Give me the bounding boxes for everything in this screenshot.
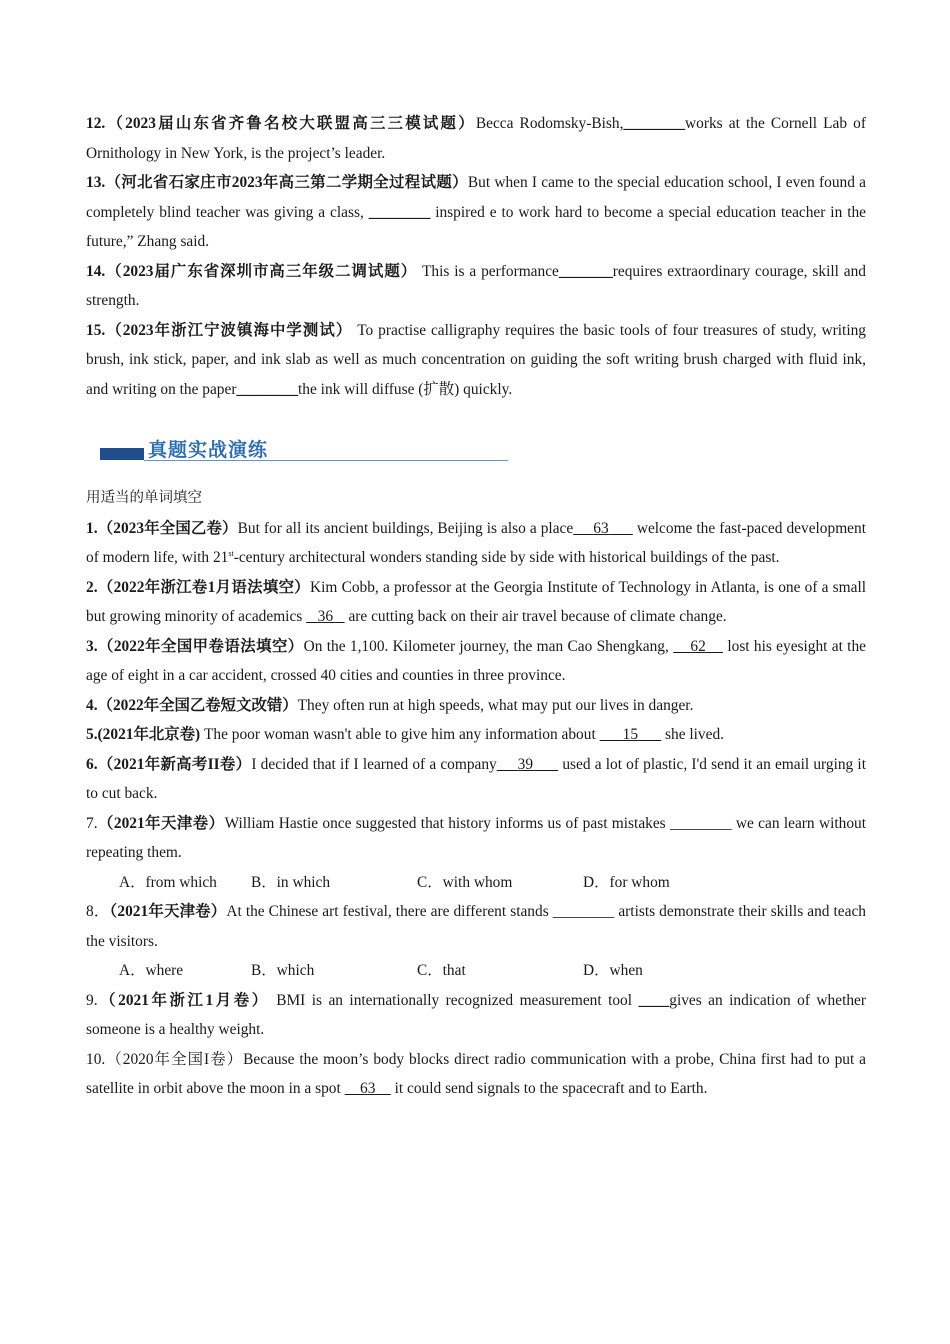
question-source: （2022年全国甲卷语法填空）: [97, 637, 304, 655]
section-title: 真题实战演练: [148, 439, 269, 461]
answer-blank: _______: [558, 262, 613, 280]
options-7: [86, 868, 866, 898]
question-text: To practise calligraphy requires the basic tools of four treasures of study, writing brush, ink stick, paper, and ink slab as well as much concentration on guiding the soft writing brush charged with fluid ink, and writing on the paper: [86, 321, 866, 398]
question-text: lost his eyesight at the age of eight in a car accident, crossed 40 cities and counties in three province.: [86, 637, 866, 684]
answer-blank: ________: [623, 115, 686, 132]
option-b[interactable]: B．in which: [251, 873, 331, 891]
question-source: （2023届山东省齐鲁名校大联盟高三三模试题）: [105, 115, 476, 132]
question-number: 7.: [86, 814, 98, 832]
practice-7: [86, 809, 866, 868]
section-subtitle: 用适当的单词填空: [86, 490, 202, 506]
question-source: （2022年全国乙卷短文改错）: [97, 696, 298, 714]
question-text: The poor woman wasn't able to give him any information about: [200, 726, 600, 743]
practice-6: [86, 750, 866, 809]
question-number: 1.: [86, 519, 98, 537]
answer-blank: [600, 726, 662, 743]
question-source: （2020年全国I卷）: [105, 1050, 244, 1068]
answer-blank: ________: [236, 380, 299, 398]
question-source: （2021年新高考II卷）: [97, 755, 252, 773]
question-source: （2021年天津卷）: [97, 814, 225, 832]
option-c[interactable]: C．that: [417, 962, 466, 979]
blank-number: 15: [622, 726, 639, 743]
option-d[interactable]: D．when: [583, 962, 643, 979]
options-8: [86, 956, 866, 986]
question-number: 9.: [86, 991, 98, 1009]
question-14: [86, 257, 866, 316]
blank-number: 39: [517, 755, 534, 773]
practice-1: [86, 514, 866, 573]
question-number: 6.: [86, 755, 98, 773]
question-source: （2023年全国乙卷）: [97, 519, 238, 537]
blank-number: 63: [593, 519, 609, 537]
answer-blank: ________: [368, 203, 431, 221]
answer-blank: [345, 1080, 391, 1097]
question-number: 15.: [86, 321, 106, 339]
question-text: But for all its ancient buildings, Beijing is also a place: [237, 519, 574, 537]
option-a[interactable]: A．from which: [119, 873, 217, 891]
question-number: 14.: [86, 262, 106, 280]
option-d[interactable]: D．for whom: [583, 873, 670, 891]
question-number: 2.: [86, 578, 98, 596]
question-text: it could send signals to the spacecraft and to Earth.: [390, 1080, 708, 1097]
question-source: （2021年浙江1月卷）: [97, 991, 270, 1009]
question-text: Kim Cobb, a professor at the Georgia Institute of Technology in Atlanta, is one of a small but growing minority of academics: [86, 578, 866, 625]
question-text: inspired e to work hard to become a special education teacher in the future,” Zhang said.: [86, 203, 866, 250]
question-text: On the 1,100. Kilometer journey, the man Cao Shengkang,: [303, 637, 674, 655]
question-source: （2022年浙江卷1月语法填空）: [97, 578, 311, 596]
question-12: [86, 109, 866, 168]
question-source: （2023年浙江宁波镇海中学测试）: [105, 321, 353, 339]
content: [86, 109, 866, 1104]
answer-blank: ____: [638, 991, 670, 1009]
practice-5: [86, 720, 866, 750]
question-text: At the Chinese art festival, there are different stands ________ artists demonstrate their skills and teach the visitors.: [86, 903, 866, 950]
question-number: 4.: [86, 696, 98, 714]
answer-blank: [673, 638, 723, 655]
question-number: 5.: [86, 726, 98, 743]
question-text: requires extraordinary courage, skill and strength.: [86, 262, 866, 309]
question-text: This is a performance: [417, 262, 559, 280]
question-text: BMI is an internationally recognized measurement tool: [269, 991, 639, 1009]
question-source: （河北省石家庄市2023年高三第二学期全过程试题）: [105, 174, 468, 191]
question-text: she lived.: [661, 726, 724, 743]
section-header: [100, 432, 866, 480]
question-13: [86, 168, 866, 257]
question-text: welcome the fast-paced development of modern life, with 21: [86, 519, 866, 566]
section-bar-icon: [100, 448, 144, 460]
practice-4: [86, 691, 866, 721]
question-text: Becca Rodomsky-Bish,: [475, 115, 624, 132]
question-number: 10.: [86, 1050, 106, 1068]
answer-blank: [573, 520, 633, 537]
option-c[interactable]: C．with whom: [417, 873, 513, 891]
question-number: 13.: [86, 174, 106, 191]
practice-3: [86, 632, 866, 691]
question-text: the ink will diffuse (扩散) quickly.: [298, 380, 513, 398]
question-text: Because the moon’s body blocks direct radio communication with a probe, China first had to put a satellite in orbit above the moon in a spot: [86, 1050, 866, 1097]
blank-number: 63: [360, 1080, 376, 1097]
question-source: （2023届广东省深圳市高三年级二调试题）: [105, 262, 418, 280]
question-text: used a lot of plastic, I'd send it an email urging it to cut back.: [86, 755, 866, 802]
blank-number: 62: [690, 637, 706, 655]
question-text: are cutting back on their air travel because of climate change.: [344, 608, 727, 625]
option-b[interactable]: B．which: [251, 962, 315, 979]
question-number: 12.: [86, 115, 106, 132]
question-number: 8．: [86, 903, 110, 920]
question-text: They often run at high speeds, what may put our lives in danger.: [297, 696, 694, 714]
superscript: st: [228, 548, 234, 558]
question-text: works at the Cornell Lab of Ornithology in New York, is the project’s leader.: [86, 115, 866, 162]
question-number: 3.: [86, 637, 98, 655]
question-source: （2021年天津卷）: [109, 903, 227, 920]
practice-10: [86, 1045, 866, 1104]
practice-8: [86, 897, 866, 956]
question-15: [86, 316, 866, 405]
practice-9: [86, 986, 866, 1045]
question-text: gives an indication of whether someone is a healthy weight.: [86, 991, 866, 1038]
answer-blank: [306, 608, 344, 625]
question-text: William Hastie once suggested that history informs us of past mistakes ________ we can learn without repeating them.: [86, 814, 866, 861]
blank-number: 36: [317, 608, 334, 625]
question-text: -century architectural wonders standing side by side with historical buildings of the past.: [233, 549, 780, 566]
practice-2: [86, 573, 866, 632]
question-text: I decided that if I learned of a company: [251, 755, 497, 773]
answer-blank: [497, 756, 558, 773]
question-text: But when I came to the special education school, I even found a completely blind teacher was giving a class,: [86, 174, 866, 221]
question-source: (2021年北京卷): [97, 726, 201, 743]
option-a[interactable]: A．where: [119, 962, 184, 979]
